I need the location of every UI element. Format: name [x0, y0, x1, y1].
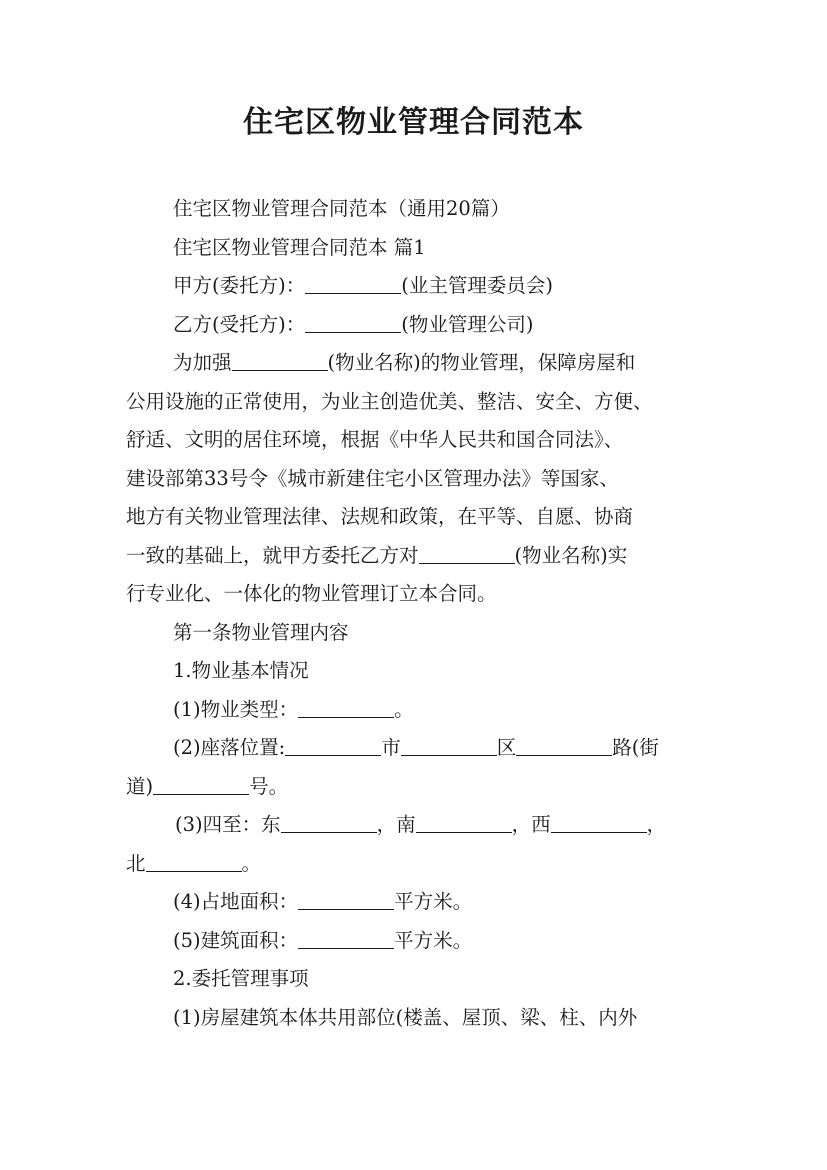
article-1-heading: 第一条物业管理内容: [173, 620, 349, 644]
road-blank: [516, 736, 612, 757]
entrusted-item-1: (1)房屋建筑本体共用部位(楼盖、屋顶、梁、柱、内外: [173, 1005, 638, 1029]
intro-line-1: [126, 344, 706, 383]
boundary-west-label: ，西: [511, 813, 551, 836]
document-body: [126, 190, 706, 1037]
property-type-label: (1)物业类型：: [173, 697, 299, 721]
punctuation: 。: [241, 851, 262, 875]
land-area-line: [126, 883, 706, 922]
intro-line-3: 舒适、文明的居住环境，根据《中华人民共和国合同法》、: [126, 428, 624, 451]
party-b-blank: [305, 312, 401, 333]
building-area-blank: [298, 928, 394, 949]
party-b-label: 乙方(受托方)：: [173, 312, 306, 336]
intro-text: 一致的基础上，就甲方委托乙方对: [126, 543, 419, 567]
number-blank: [153, 774, 249, 795]
boundary-north-label: 北: [126, 851, 146, 875]
party-a-blank: [305, 274, 401, 295]
intro-text: 为加强: [173, 351, 232, 374]
intro-line-7: 行专业化、一体化的物业管理订立本合同。: [126, 582, 497, 605]
property-name-blank: [232, 351, 328, 372]
document-title: 住宅区物业管理合同范本: [243, 105, 584, 140]
intro-line-4: 建设部第33号令《城市新建住宅小区管理办法》等国家、: [126, 466, 619, 490]
boundary-south-label: ，南: [376, 813, 416, 836]
north-blank: [146, 851, 242, 872]
street-label: 道): [126, 774, 154, 798]
subtitle: 住宅区物业管理合同范本（通用20篇）: [173, 197, 510, 220]
punctuation: 。: [394, 697, 414, 721]
location-line-1: [126, 729, 706, 768]
city-blank: [285, 736, 381, 757]
party-b-suffix: (物业管理公司): [401, 312, 534, 336]
item-1-heading: 1.物业基本情况: [173, 659, 309, 682]
location-label: (2)座落位置:: [173, 736, 286, 759]
road-label: 路(街: [612, 736, 659, 759]
city-label: 市: [381, 736, 401, 759]
punctuation: ，: [646, 813, 667, 836]
location-line-2: [126, 768, 706, 807]
east-blank: [281, 813, 377, 834]
property-type-line: [126, 691, 706, 730]
land-area-blank: [298, 890, 394, 911]
section-heading: 住宅区物业管理合同范本 篇1: [173, 235, 426, 259]
district-label: 区: [496, 736, 517, 759]
property-type-blank: [298, 697, 394, 718]
building-area-label: (5)建筑面积：: [173, 928, 299, 952]
unit-label: 平方米。: [394, 890, 473, 913]
party-b-line: [126, 306, 706, 345]
land-area-label: (4)占地面积：: [173, 890, 299, 913]
intro-line-5: 地方有关物业管理法律、法规和政策，在平等、自愿、协商: [126, 505, 634, 528]
party-a-suffix: (业主管理委员会): [401, 274, 553, 297]
boundary-east-label: (3)四至：东: [175, 813, 281, 836]
number-label: 号。: [249, 774, 289, 798]
west-blank: [551, 813, 647, 834]
boundary-line-1: [126, 806, 706, 845]
district-blank: [401, 736, 497, 757]
intro-line-6: [126, 537, 706, 576]
building-area-line: [126, 922, 706, 961]
item-2-heading: 2.委托管理事项: [173, 967, 309, 990]
south-blank: [416, 813, 512, 834]
intro-text: (物业名称)的物业管理，保障房屋和: [327, 351, 636, 374]
property-name-blank: [419, 543, 515, 564]
intro-line-2: 公用设施的正常使用，为业主创造优美、整洁、安全、方便、: [126, 389, 653, 413]
unit-label: 平方米。: [394, 928, 473, 952]
party-a-line: [126, 267, 706, 306]
party-a-label: 甲方(委托方)：: [173, 274, 306, 297]
boundary-line-2: [126, 845, 706, 884]
intro-text: (物业名称)实: [514, 543, 628, 567]
